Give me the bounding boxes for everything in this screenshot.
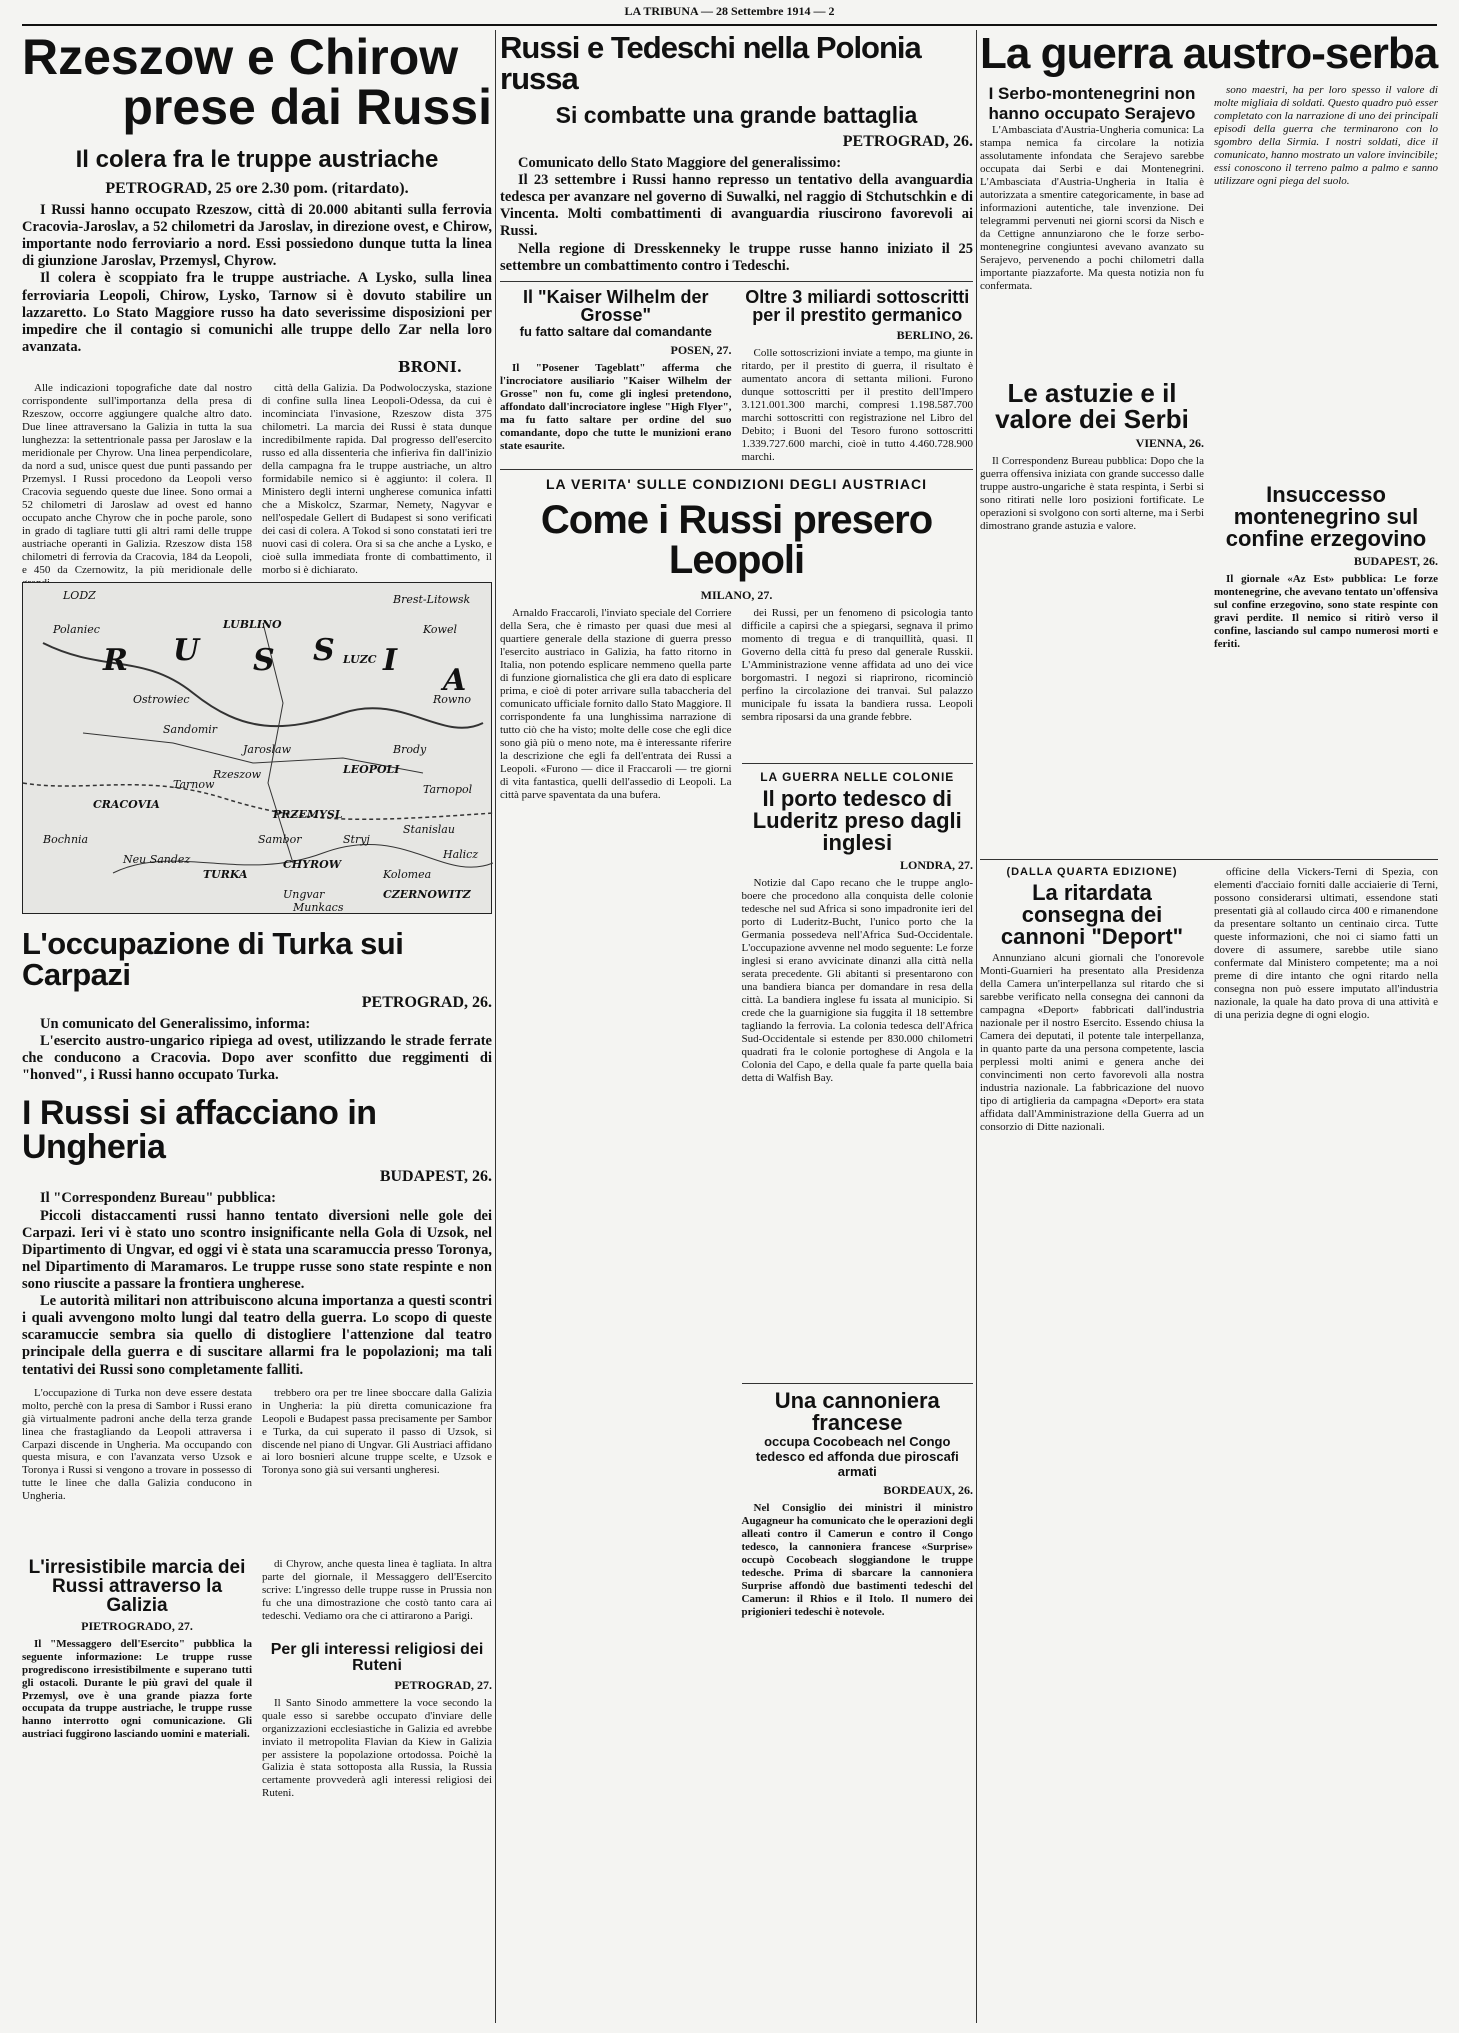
map-label: Sambor	[258, 832, 302, 846]
map-label: Stryj	[343, 832, 370, 846]
paragraph: Le autorità militari non attribuiscono alcuna importanza a questi scontri i quali avvengono molto lungi dal teatro della guerra. Lo scopo di queste scaramuccie sembra sia quello di distogliere l'attenzione dal teatro principale della guerra e di suscitare allarmi fra le popolazioni; ma tali tentativi dei Russi sono completamente falliti.	[22, 1293, 492, 1378]
dateline: PETROGRAD, 25 ore 2.30 pom. (ritardato).	[105, 180, 409, 197]
dateline: VIENNA, 26.	[1135, 436, 1204, 450]
subheadline-battaglia: Si combatte una grande battaglia	[555, 102, 918, 128]
paragraph: Il Correspondenz Bureau pubblica: Dopo che la guerra offensiva iniziata con grande successo dalle truppe austro-ungariche è stata respinta, i Serbi si sono ritirati nelle loro posizioni fortificate. Le operazioni si svolgono con sorti alterne, ma i Serbi dimostrano grande astuzia e valore.	[980, 455, 1204, 532]
column-center	[500, 32, 973, 1772]
subheadline: fu fatto saltare dal comandante	[519, 323, 712, 339]
map-label: Tarnow	[173, 777, 215, 791]
map-label: LUBLINO	[223, 617, 282, 631]
paragraph: Il colera è scoppiato fra le truppe austriache. A Lysko, sulla linea ferroviaria Leopoli, Chirow, Lysko, Tarnow si è dovuto stabilire un lazzaretto. Lo Stato Maggiore russo ha dato severissime disposizioni per impedire che il contagio si comunichi alle truppe dello Zar nella loro avanzata.	[22, 270, 492, 355]
map-label: Ostrowiec	[133, 692, 190, 706]
paragraph: L'occupazione di Turka non deve essere destata molto, perchè con la presa di Sambor i Russi erano già virtualmente padroni anche della terza grande linea che frastagliando da Leopoli attraversa i Carpazi discende in Ungheria. Ma occupando con questa misura, e con l'avanzata verso Uzsok e Toronya i Russi si vengono a trovare in possesso di tutte le linee che dalla Galizia conducono in Ungheria.	[22, 1386, 252, 1503]
paragraph: Il "Messaggero dell'Esercito" pubblica la seguente informazione: Le truppe russe progrediscono irresistibilmente e superano tutti gli ostacoli. Durante le più gravi del quale il Przemysl, ove è una grande piazza forte occupata da truppe austriache, le truppe russe hanno interrotto ogni comunicazione. Gli austriaci fuggirono lasciando uomini e materiali.	[22, 1637, 252, 1741]
dateline: BORDEAUX, 26.	[883, 1483, 973, 1498]
map-label: I	[383, 642, 398, 678]
map-label: Rowno	[433, 692, 472, 706]
map-label: Sandomir	[163, 722, 218, 736]
map-label: Ungvar	[283, 887, 325, 901]
paragraph: Piccoli distaccamenti russi hanno tentato diversioni nelle gole dei Carpazi. Ieri vi è stato uno scontro insignificante nella Gola di Uzsok, nel Dipartimento di Ungvar, ed oggi vi è stata una scaramuccia presso Toronya, nel Dipartimento di Maramaros. Le truppe russe sono state respinte e non sono riuscite a passare la frontiera ungherese.	[22, 1207, 492, 1292]
map-label: S	[313, 632, 335, 668]
deport-articles	[980, 866, 1438, 1852]
headline-marcia: L'irresistibile marcia dei Russi attraverso la Galizia	[28, 1556, 246, 1616]
column-left	[22, 29, 492, 1828]
paragraph: Il "Posener Tageblatt" afferma che l'incrociatore ausiliario "Kaiser Wilhelm der Grosse" non fu, come gli inglesi pretendono, affondato dall'incrociatore inglese "High Flyer", ma fu fatto saltare per ordine del suo comandante, dopo che tutte le munizioni erano state esaurite.	[500, 361, 732, 452]
map-label: CRACOVIA	[93, 797, 160, 811]
map-label: U	[173, 632, 200, 668]
headline-ungheria: I Russi si affacciano in Ungheria	[22, 1094, 377, 1167]
subheadline-colera: Il colera fra le truppe austriache	[75, 146, 439, 173]
headline-luderitz: Il porto tedesco di Luderitz preso dagli inglesi	[752, 786, 962, 856]
column-divider	[976, 30, 977, 2023]
headline-deport: La ritardata consegna dei cannoni "Deport"	[1000, 880, 1184, 949]
bottom-left-articles	[22, 1558, 492, 1828]
dateline: BERLINO, 26.	[896, 327, 973, 342]
column-divider	[495, 30, 496, 2023]
subheadline: occupa Cocobeach nel Congo tedesco ed affonda due piroscafi armati	[755, 1434, 959, 1480]
rule	[742, 1383, 974, 1384]
paragraph: Colle sottoscrizioni inviate a tempo, ma giunte in ritardo, per il prestito di guerra, il risultato è aumentato ancora di settanta milioni. Furono dunque sottoscritti per il prestito dell'Impero 3.121.001.300 marchi, compresi 1.198.587.700 marchi sottoscritti con registrazione nel Libro del Debito; i Buoni del Tesoro furono sottoscritti 1.339.727.600 marchi, cioè in tutto 4.460.728.900 marchi.	[741, 346, 973, 463]
headline-montenegrino: Insuccesso montenegrino sul confine erzegovino	[1225, 482, 1427, 551]
map-label: CHYROW	[283, 857, 342, 871]
paragraph: L'Ambasciata d'Austria-Ungheria comunica: La stampa nemica fa circolare la notizia assolutamente infondata che Serajevo sarebbe occupata dai Serbi e dai Montenegrini. L'Ambasciata d'Austria-Ungheria in Italia è autorizzata a smentire categoricamente, in base ad informazioni autentiche, tale invenzione. Dei telegrammi pervenuti nei giorni scorsi da Nisch e da Cettigne annunziarono che le forze serbo-montenegrine congiuntesi avevano avanzato su Serajevo, pervenendo a pochi chilometri dalla importante piazzaforte. Ma questa notizia non fu confermata.	[980, 124, 1204, 292]
map-label: PRZEMYSL	[273, 807, 343, 821]
serbia-articles	[980, 84, 1438, 853]
leopoli-and-colonies	[500, 607, 973, 1772]
paragraph: L'esercito austro-ungarico ripiega ad ovest, utilizzando le strade ferrate che conducono a Cracovia. Dopo aver sconfitto due reggimenti di "honved", i Russi hanno occupato Turka.	[22, 1033, 492, 1084]
map-label: Halicz	[443, 847, 479, 861]
headline-kaiser: Il "Kaiser Wilhelm der Grosse"	[523, 286, 709, 325]
paragraph: Notizie dal Capo recano che le truppe anglo-boere che procedono alla conquista delle colonie tedesche nel sud Africa si sono impadronite ieri del porto di Luderitz-Bucht, l'unico porto che la Germania possedeva nell'Africa Sud-Occidentale. L'occupazione avvenne nel modo seguente: Le forze inglesi si erano avvicinate dinanzi alla città nella serata precedente. Gli abitanti si presentarono con una bandiera bianca per domandare in resa della città. La bandiera inglese fu issata al municipio. Si crede che la guarnigione sia fuggita il 18 settembre tagliando la ferrovia. La colonia tedesca dell'Africa Sud-Occidentale si estende per 830.000 chilometri quadrati fra le colonie portoghese di Angola e la Colonia del Capo, e della quale fa parte quella baia detta di Walfish Bay.	[741, 877, 973, 1085]
map-label: S	[253, 642, 275, 678]
dateline: LONDRA, 27.	[899, 858, 973, 873]
paragraph: Il "Correspondenz Bureau" pubblica:	[40, 1190, 276, 1207]
map-label: Stanislau	[403, 822, 455, 836]
headline-ruteni: Per gli interessi religiosi dei Ruteni	[270, 1640, 484, 1674]
headline-rzeszow: Rzeszow e Chirow	[22, 29, 459, 85]
dateline: PIETROGRADO, 27.	[81, 1618, 193, 1633]
subheadline-serajevo: I Serbo-montenegrini non hanno occupato Serajevo	[988, 84, 1196, 123]
paragraph: trebbero ora per tre linee sboccare dalla Galizia in Ungheria: la più diretta comunicazione fra Leopoli e Budapest passa precisamente per Sambor e Turka, da cui superato il passo di Uzsok, si discende nel piano di Ungvar. Gli Austriaci affidano ai loro bosnieri alcune truppe scelte, e Uzsok e Toronya sono già sui versanti ungheresi.	[262, 1386, 492, 1477]
kicker: LA GUERRA NELLE COLONIE	[760, 770, 955, 785]
map-label: Munkacs	[293, 900, 344, 914]
paragraph: Annunziano alcuni giornali che l'onorevole Monti-Guarnieri ha presentato alla Presidenza della Camera un'interpellanza sul ritardo che si sarebbe verificato nella consegna dei cannoni da campagna «Deport» fabbricati dall'industria nazionale per il nostro Esercito. Essendo chiusa la Camera dei deputati, il potente tale interpellanza, in quanto parte da una persona competente, lascia perplessi molti animi e genera anche dei convincimenti non certo favorevoli alla nostra industria nazionale. La fabbricazione del nuovo tipo di artiglieria da campagna «Deport» era stata affidata dall'Amministrazione della Guerra ad un consorzio di Ditte nazionali.	[980, 952, 1204, 1133]
headline-cannoniera: Una cannoniera francese	[774, 1388, 940, 1436]
dateline: PETROGRAD, 26.	[361, 993, 492, 1011]
paragraph: Alle indicazioni topografiche date dal nostro corrispondente sull'importanza della presa di Rzeszow, occorre aggiungere qualche altro dato. Due linee attraversano la Galizia in tutta la sua lunghezza: la settentrionale passa per Jaroslaw e la meridionale per Chyrow. Una linea perpendicolare, da nord a sud, unisce quest due punti passando per Przemysl. I Russi procedono da Leopoli verso Cracovia seguendo queste due linee. Sono ormai a 52 chilometri di Jaroslaw ad ovest ed hanno occupato anche Chyrow che in poche parole, sono in grado di tagliare tutti gli altri rami delle truppe austriache operanti in Galizia. Rzeszow dista 158 chilometri di ferrovia da Cracovia, 184 da Leopoli, e 450 da Czernowitz, la più meridionale delle	[22, 381, 252, 576]
paragraph: sono maestri, ha per loro spesso il valore di molte migliaia di soldati. Questo quadro può esser completato con la narrazione di uno dei principali episodi della guerra che terminarono con lo sgombro della Sirmia. I nostri soldati, dice il comunicato, hanno mostrato un valore invincibile; essi conoscono il terreno palmo a palmo e sanno utilizzare ogni piega del suolo.	[1214, 84, 1438, 187]
article-body-turka	[22, 1387, 492, 1552]
map-label: Bochnia	[43, 832, 89, 846]
headline-prestito: Oltre 3 miliardi sottoscritti per il prestito germanico	[745, 286, 970, 325]
dateline: PETROGRAD, 26.	[842, 133, 973, 150]
rule	[500, 469, 973, 470]
galicia-map	[22, 582, 492, 914]
paragraph: Un comunicato del Generalissimo, informa:	[40, 1015, 311, 1032]
map-label: Brest-Litowsk	[393, 592, 471, 606]
paragraph: Nella regione di Dresskenneky le truppe russe hanno iniziato il 25 settembre un combattimento contro i Tedeschi.	[500, 240, 973, 274]
paragraph: di Chyrow, anche questa linea è tagliata. In altra parte del giornale, il Messaggero dell'Esercito scrive: L'ingresso delle truppe russe in Prussia non fu che una dimostrazione che costò tanto cara ai tedeschi. Vediamo ora che ci attirarono a Parigi.	[262, 1557, 492, 1622]
rule	[980, 859, 1438, 860]
paragraph: officine della Vickers-Terni di Spezia, con elementi d'acciaio forniti dalle acciaierie di Terni, possono considerarsi ultimati, essendone stati presentati già al collaudo circa 400 e rimanendone da presentare soltanto un centinaio circa. Tutte queste informazioni, che noi ci siamo fatti un dovere di assumere, sarebbe utile siano confermate dal Ministero competente; ma a noi preme di dire intanto che ogni ritardo nella consegna non può essere imputato all'industria nazionale, la quale ha dato prova di una attività e di una perizia degne di ogni elogio.	[1214, 866, 1438, 1021]
map-label: Kowel	[423, 622, 457, 636]
map-label: Rzeszow	[213, 767, 262, 781]
map-label: TURKA	[203, 867, 248, 881]
map-label: Polaniec	[53, 622, 100, 636]
kaiser-and-prestito	[500, 288, 973, 464]
paragraph: Arnaldo Fraccaroli, l'inviato speciale del Corriere della Sera, che è rimasto per quasi due mesi al quartiere generale della stazione di guerra presso l'esercito austriaco in Galizia, ha fatto ritorno in Italia, non potendo esplicare nemmeno quella parte di funzione giornalistica che gli era dato di esplicare prima, e cioè di poter arrivare sulla tabaccheria del comunicato ufficiale fornito dallo Stato Maggiore. Il corrispondente fa una lunghissima narrazione di tutto ciò che ha visto; molte delle cose che egli dice sono già più o meno note, ma è interessante riferire la descrizione che egli fa dell'entrata dei Russi a Leopoli. «Furono — dice il Fraccaroli — tre giorni di vita fantastica, quelli dell'assedio di Leopoli. La città parve spaventata da una bufera.	[500, 607, 732, 802]
masthead: LA TRIBUNA — 28 Settembre 1914 — 2	[624, 4, 835, 18]
paragraph: Il giornale «Az Est» pubblica: Le forze montenegrine, che avevano tentato un'offensiva sul confine erzegovino, sono state respinte con gravi perdite. Il nemico si ritirò verso il confine, lasciando sul campo numerosi morti e feriti.	[1214, 573, 1438, 650]
map-label: R	[103, 642, 128, 678]
signature: BRONI.	[397, 357, 462, 376]
map-label: LODZ	[63, 588, 96, 602]
column-right	[980, 29, 1438, 1852]
paragraph: città della Galizia. Da Podwoloczyska, stazione di confine sulla linea Leopoli-Odessa, da cui è incominciata l'invasione, Rzeszow dista 375 chilometri. La marcia dei Russi è stata dunque incredibilmente rapida. Dal progresso dell'esercito russo ed alla dissenteria che infieriva fin dall'inizio della campagna fra le truppe austriache, un altro formidabile nemico si è aggiunto: il colera. Il Ministero degli interni ungherese comunica infatti che a Miskolcz, Szarmar, Nemety, Nagyvar e nell'ospedale Gellert di Budapest si sono verificati dei casi di colera. A Tokod si sono constatati ieri tre nuovi casi di colera. Ora si sa che anche a Lysko, e cioè sulla immediata fronte di combattimento, il morbo si è dichiarato.	[262, 381, 492, 576]
dateline: BUDAPEST, 26.	[1353, 554, 1438, 568]
map-label: Brody	[393, 742, 427, 756]
paragraph: Nel Consiglio dei ministri il ministro Augagneur ha comunicato che le operazioni degli alleati contro il Camerun e contro il Congo tedesco, la cannoniera francese «Surprise» occupò Cocobeach sloggiandone le truppe tedesche. Prima di sbarcare la cannoniera Surprise affondò due bastimenti tedeschi del Camerun: il Rhios e il Itolo. Il numero dei prigionieri tedeschi è notevole.	[741, 1502, 973, 1619]
map-label: LUZC	[343, 652, 377, 666]
dateline: POSEN, 27.	[670, 342, 732, 357]
kicker: LA VERITA' SULLE CONDIZIONI DEGLI AUSTRIACI	[545, 476, 928, 493]
paragraph: dei Russi, per un fenomeno di psicologia tanto difficile a capirsi che a spiegarsi, segnava il primo momento di tregua e di tranquillità, quasi. Il Governo della città fu preso dal generale Russkii. L'Amministrazione venne affidata ad uno dei vice borgomastri. I negozi si riaprirono, ricominciò perfino la circolazione dei tranvai. Sul palazzo municipale fu issata la bandiera russa. Leopoli sembra riposarsi da una grande febbre.	[741, 607, 973, 724]
headline-prese: prese dai Russi	[122, 79, 492, 135]
paragraph: Il 23 settembre i Russi hanno represso un tentativo della avanguardia tedesca per avanzare nel governo di Suwalki, nel raggio di Stchutschkin e di Vincenta. Molti combattimenti di avanguardia riuscirono favorevoli ai Russi.	[500, 172, 973, 240]
kicker: (DALLA QUARTA EDIZIONE)	[1006, 866, 1178, 878]
article-body-topography	[22, 382, 492, 582]
rule	[742, 763, 974, 764]
rule	[500, 281, 973, 282]
headline-leopoli: Come i Russi presero Leopoli	[540, 498, 933, 583]
headline-turka: L'occupazione di Turka sui Carpazi	[22, 925, 404, 992]
headline-austro-serba: La guerra austro-serba	[980, 29, 1438, 78]
map-label: LEOPOLI	[343, 762, 400, 776]
paragraph: Il Santo Sinodo ammettere la voce secondo la quale esso si sarebbe occupato d'inviare delle organizzazioni ecclesiastiche in Galizia ed avrebbe inviato il metropolita Flavian da Kiew in Galizia per assistere la popolazione ortodossa. Poichè la Galizia è stata sottoposta alla Russia, la Russia certamente provvederà agli interessi religiosi dei Ruteni.	[262, 1696, 492, 1800]
map-label: Jaroslaw	[243, 742, 291, 756]
map-label: CZERNOWITZ	[383, 887, 471, 901]
map-label: A	[443, 662, 467, 698]
paragraph: Comunicato dello Stato Maggiore del generalissimo:	[518, 155, 842, 171]
dateline: PETROGRAD, 27.	[394, 1677, 492, 1692]
map-label: Kolomea	[383, 867, 432, 881]
headline-polonia: Russi e Tedeschi nella Polonia russa	[500, 30, 921, 96]
header-rule	[22, 24, 1437, 26]
dateline: MILANO, 27.	[700, 588, 773, 603]
headline-astuzie: Le astuzie e il valore dei Serbi	[995, 378, 1189, 434]
map-label: Neu Sandez	[123, 852, 191, 866]
dateline: BUDAPEST, 26.	[379, 1168, 492, 1186]
paragraph: I Russi hanno occupato Rzeszow, città di 20.000 abitanti sulla ferrovia Cracovia-Jaroslav, a 52 chilometri da Jaroslav, in direzione ovest, e Chirow, importante nodo ferroviario a nord. Essi possiedono dunque tutta la linea di giunzione Jaroslav, Przemysl, Chyrow.	[22, 202, 492, 270]
map-label: Tarnopol	[423, 782, 473, 796]
